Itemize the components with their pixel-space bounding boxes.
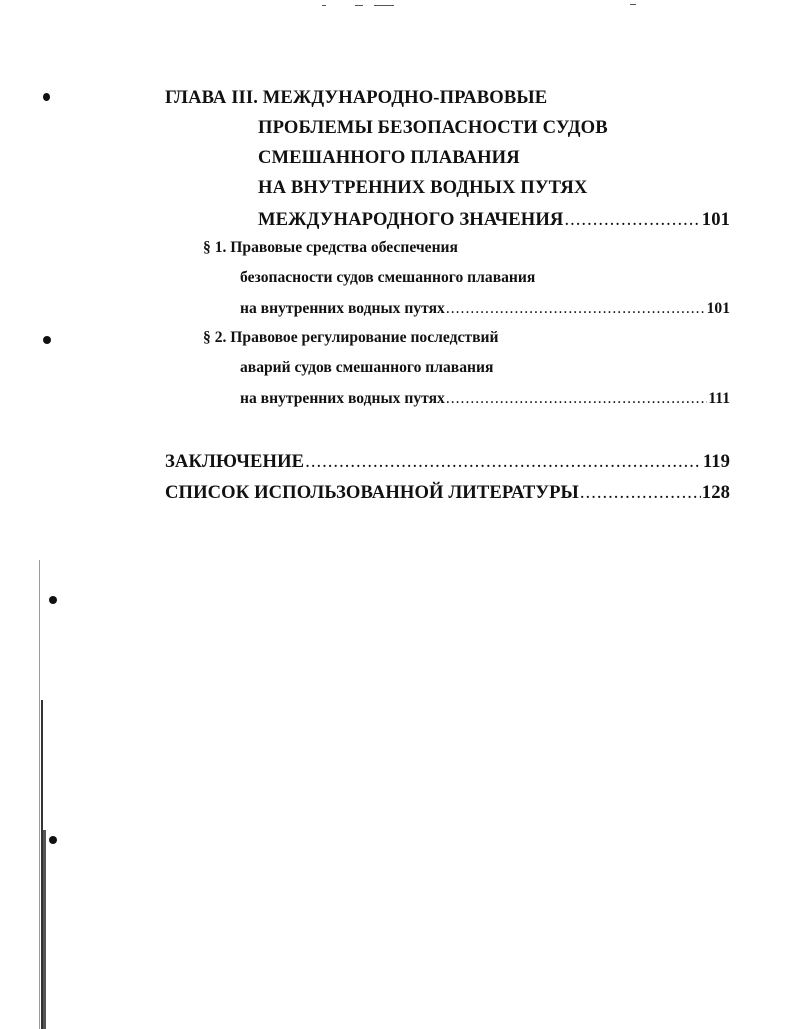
- section1-page-number: 101: [706, 300, 730, 317]
- scan-speck: [374, 5, 394, 6]
- chapter3-title-line2: ПРОБЛЕМЫ БЕЗОПАСНОСТИ СУДОВ: [258, 117, 608, 138]
- section2-title-line2: аварий судов смешанного плавания: [240, 359, 494, 376]
- chapter3-title-line3: СМЕШАННОГО ПЛАВАНИЯ: [258, 147, 520, 168]
- conclusion-page-number: 119: [702, 451, 730, 472]
- scan-hole-mark: [49, 596, 57, 604]
- leader-dots: [446, 390, 707, 408]
- leader-dots: [564, 209, 700, 231]
- scan-hole-mark: [43, 336, 51, 344]
- section2-toc-entry: [240, 390, 730, 408]
- chapter3-title-line1: ГЛАВА III. МЕЖДУНАРОДНО-ПРАВОВЫЕ: [165, 87, 548, 108]
- section1-toc-entry: [240, 300, 730, 318]
- chapter3-toc-entry: [258, 209, 730, 231]
- bibliography-toc-entry: [165, 482, 730, 504]
- scan-speck: [630, 4, 636, 5]
- section2-page-number: 111: [708, 390, 730, 407]
- leader-dots: [580, 482, 701, 504]
- section1-title-line2: безопасности судов смешанного плавания: [240, 269, 536, 286]
- scan-speck: [355, 5, 363, 6]
- chapter3-title-line4: НА ВНУТРЕННИХ ВОДНЫХ ПУТЯХ: [258, 177, 588, 198]
- scan-speck: [322, 5, 326, 6]
- scan-hole-mark: [49, 836, 57, 844]
- bibliography-page-number: 128: [701, 482, 730, 503]
- scan-edge-line: [43, 830, 46, 1029]
- section1-title-line3: на внутренних водных путях: [240, 300, 445, 317]
- section2-title-line3: на внутренних водных путях: [240, 390, 445, 407]
- scan-hole-mark: [43, 93, 50, 101]
- leader-dots: [305, 451, 702, 473]
- scan-edge-line: [39, 560, 40, 1029]
- chapter3-title-line5: МЕЖДУНАРОДНОГО ЗНАЧЕНИЯ: [258, 209, 564, 230]
- leader-dots: [446, 300, 706, 318]
- conclusion-toc-entry: [165, 451, 730, 473]
- chapter3-page-number: 101: [701, 209, 730, 230]
- bibliography-label: СПИСОК ИСПОЛЬЗОВАННОЙ ЛИТЕРАТУРЫ: [165, 482, 579, 503]
- section1-title-line1: § 1. Правовые средства обеспечения: [203, 239, 458, 256]
- conclusion-label: ЗАКЛЮЧЕНИЕ: [165, 451, 305, 472]
- section2-title-line1: § 2. Правовое регулирование последствий: [203, 329, 499, 346]
